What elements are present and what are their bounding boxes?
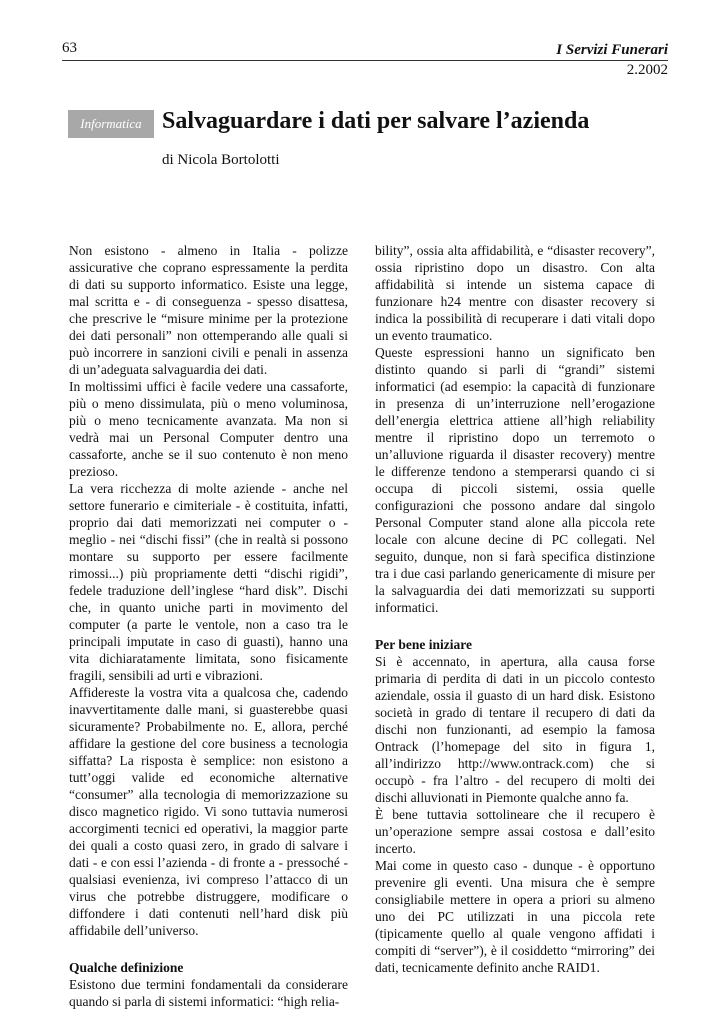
right-column [375, 242, 655, 976]
paragraph: bility”, ossia alta affidabilità, e “disaster recovery”, ossia ripristino dopo un disastro. Con alta affidabilità si intende un sistema capace di funzionare h24 mentre con disaster recovery si indica la possibilità di recuperare i dati vitali dopo un evento traumatico. [375, 243, 655, 343]
header-divider [62, 60, 668, 61]
paragraph: È bene tuttavia sottolineare che il recupero è un’operazione sempre assai costosa e dall’esito incerto. [375, 807, 655, 856]
paragraph: Si è accennato, in apertura, alla causa forse primaria di perdita di dati in un piccolo contesto aziendale, ossia il guasto di un hard disk. Esistono società in grado di tentare il recupero di dati da dischi non funzionanti, ad esempio la famosa Ontrack (l’homepage del sito in figura 1, all’indirizzo http://www.ontrack.com) che si occupò - fra l’altro - del recupero di molti dei dischi alluvionati in Piemonte qualche anno fa. [375, 654, 655, 805]
article-title: Salvaguardare i dati per salvare l’azienda [162, 108, 590, 134]
paragraph: La vera ricchezza di molte aziende - anche nel settore funerario e cimiteriale - è costituita, infatti, proprio dai dati memorizzati nei computer o - meglio - nei “dischi fissi” (che in realtà si possono montare su supporto per essere facilmente rimossi...) più propriamente detti “dischi rigidi”, fedele traduzione dell’inglese “hard disk”. Dischi che, in quanto uniche parti in movimento del computer (a parte le ventole, non a caso tra le principali imputate in caso di guasti), hanno una vita dichiaratamente limitata, sono fisicamente fragili, sensibili ad urti e vibrazioni. [69, 481, 348, 683]
paragraph: Mai come in questo caso - dunque - è opportuno prevenire gli eventi. Una misura che è sempre consigliabile mettere in opera a priori su almeno uno dei PC utilizzati in una piccola rete (tipicamente quello al quale vengono affidati i compiti di “server”), è il cosiddetto “mirroring” dei dati, tecnicamente definito anche RAID1. [375, 858, 655, 975]
paragraph: Affidereste la vostra vita a qualcosa che, cadendo inavvertitamente dalle mani, si guasterebbe quasi sicuramente? Probabilmente no. E, allora, perché affidare la gestione del core business a tecnologia siffatta? La risposta è semplice: non esistono a tutt’oggi valide ed economiche alternative “consumer” alla tecnologia di memorizzazione su disco magnetico rigido. Vi sono tuttavia numerosi accorgimenti tecnici ed operativi, la maggior parte dei quali a costo quasi zero, in grado di salvare i dati - e con essi l’azienda - di fronte a - pressoché - qualsiasi evenienza, ivi compreso l’attacco di un virus che potrebbe distruggere, modificare o diffondere i dati contenuti nell’hard disk più affidabile dell’universo. [69, 685, 348, 938]
magazine-title: I Servizi Funerari [556, 42, 668, 58]
paragraph: Esistono due termini fondamentali da considerare quando si parla di sistemi informatici: “high relia- [69, 977, 348, 1009]
byline: di Nicola Bortolotti [162, 152, 280, 168]
subheading: Per bene iniziare [375, 637, 472, 652]
paragraph: Queste espressioni hanno un significato ben distinto quando si parli di “grandi” sistemi informatici (ad esempio: la capacità di funzionare in presenza di un’interruzione nell’erogazione dell’energia elettrica attiene all’high reliability mentre il ripristino dopo un terremoto o un’alluvione riguarda il disaster recovery) mentre le differenze tendono a stemperarsi quando ci si occupa di piccoli sistemi, ossia quelle configurazioni che possono andare dal singolo Personal Computer stand alone alla piccola rete locale con alcune decine di PC collegati. Nel seguito, dunque, non si farà specifica distinzione tra i due casi parlando genericamente di misure per la salvaguardia dei dati memorizzati su supporti informatici. [375, 345, 655, 615]
issue-number: 2.2002 [626, 62, 668, 78]
paragraph: Non esistono - almeno in Italia - polizze assicurative che coprano espressamente la perdita di dati su supporto informatico. Esiste una legge, mal scritta e - di conseguenza - spesso disattesa, che prescrive le “misure minime per la protezione dei dati personali” non ottemperando alle quali si può incorrere in sanzioni civili e penali in assenza di un’adeguata salvaguardia dei dati. [69, 243, 348, 377]
left-column [69, 242, 348, 1010]
page-number: 63 [62, 40, 77, 56]
paragraph: In moltissimi uffici è facile vedere una cassaforte, più o meno dissimulata, più o meno voluminosa, più o meno tecnicamente avanzata. Ma non si vedrà mai un Personal Computer dentro una cassaforte, anche se il suo contenuto è non meno prezioso. [69, 379, 348, 479]
section-tag: Informatica [68, 110, 154, 138]
subheading: Qualche definizione [69, 960, 184, 975]
